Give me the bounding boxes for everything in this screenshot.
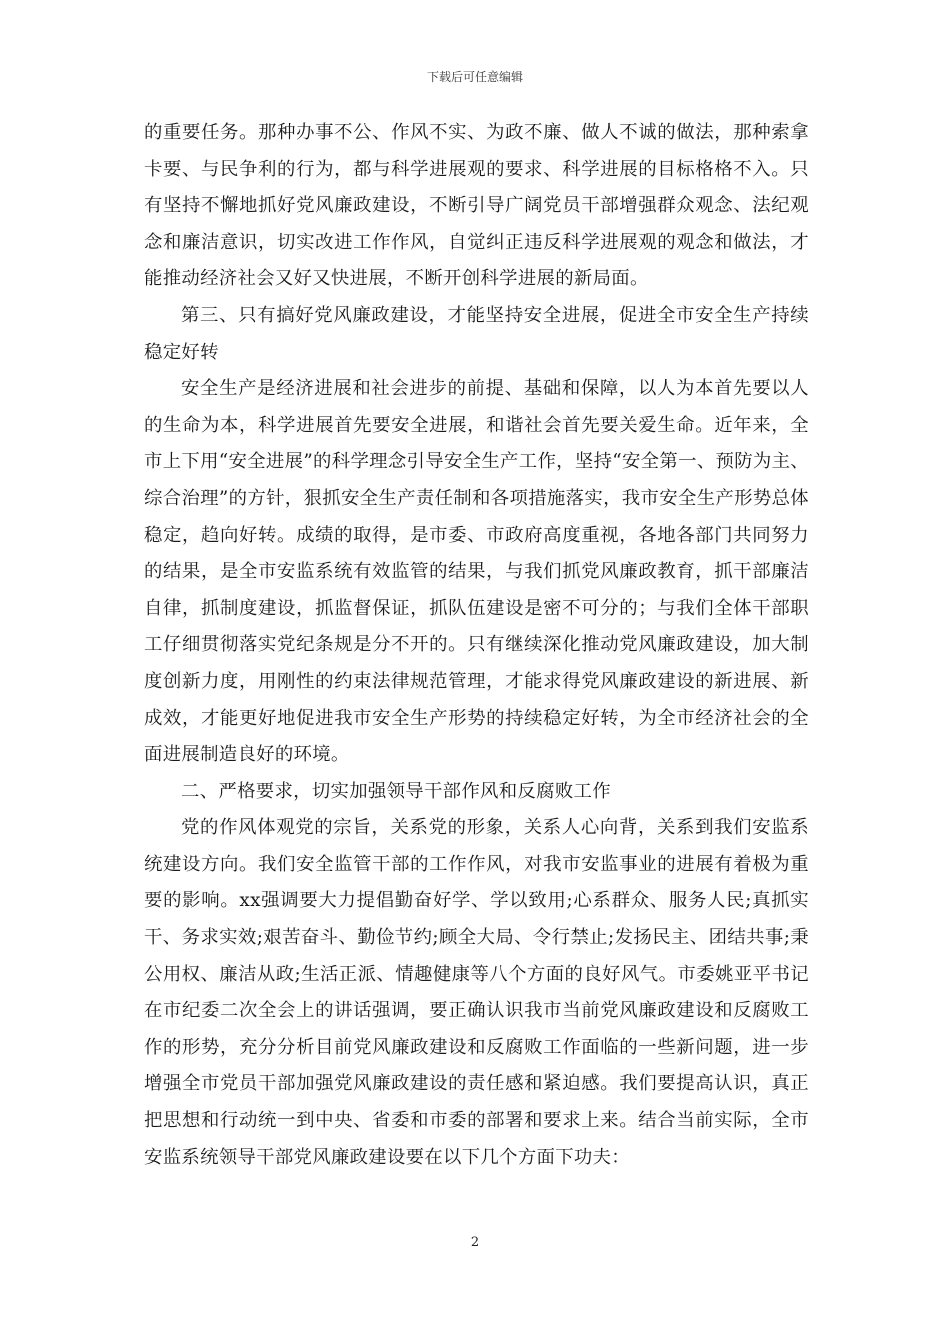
- page-number: 2: [470, 1235, 480, 1250]
- document-body: [144, 115, 809, 1176]
- section-heading-third: 第三、只有搞好党风廉政建设，才能坚持安全进展，促进全市安全生产持续稳定好转: [144, 304, 809, 363]
- section-heading-two: 二、严格要求，切实加强领导干部作风和反腐败工作: [181, 780, 611, 802]
- page-header: 下载后可任意编辑: [426, 70, 523, 84]
- paragraph-2: 安全生产是经济进展和社会进步的前提、基础和保障，以人为本首先要以人的生命为本，科学进展首先要安全进展，和谐社会首先要关爱生命。近年来，全市上下用“安全进展”的科学理念引导安全生产工作，坚持“安全第一、预防为主、综合治理”的方针，狠抓安全生产责任制和各项措施落实，我市安全生产形势总体稳定，趋向好转。成绩的取得，是市委、市政府高度重视，各地各部门共同努力的结果，是全市安监系统有效监管的结果，与我们抓党风廉政教育，抓干部廉洁自律，抓制度建设，抓监督保证，抓队伍建设是密不可分的；与我们全体干部职工仔细贯彻落实党纪条规是分不开的。只有继续深化推动党风廉政建设，加大制度创新力度，用刚性的约束法律规范管理，才能求得党风廉政建设的新进展、新成效，才能更好地促进我市安全生产形势的持续稳定好转，为全市经济社会的全面进展制造良好的环境。: [144, 378, 809, 766]
- paragraph-1: 的重要任务。那种办事不公、作风不实、为政不廉、做人不诚的做法，那种索拿卡要、与民争利的行为，都与科学进展观的要求、科学进展的目标格格不入。只有坚持不懈地抓好党风廉政建设，不断引导广阔党员干部增强群众观念、法纪观念和廉洁意识，切实改进工作作风，自觉纠正违反科学进展观的观念和做法，才能推动经济社会又好又快进展，不断开创科学进展的新局面。: [144, 122, 809, 290]
- paragraph-3: 党的作风体观党的宗旨，关系党的形象，关系人心向背，关系到我们安监系统建设方向。我们安全监管干部的工作作风，对我市安监事业的进展有着极为重要的影响。xx强调要大力提倡勤奋好学、学以致用;心系群众、服务人民;真抓实干、务求实效;艰苦奋斗、勤俭节约;顾全大局、令行禁止;发扬民主、团结共事;秉公用权、廉洁从政;生活正派、情趣健康等八个方面的良好风气。市委姚亚平书记在市纪委二次全会上的讲话强调，要正确认识我市当前党风廉政建设和反腐败工作的形势，充分分析目前党风廉政建设和反腐败工作面临的一些新问题，进一步增强全市党员干部加强党风廉政建设的责任感和紧迫感。我们要提高认识，真正把思想和行动统一到中央、省委和市委的部署和要求上来。结合当前实际，全市安监系统领导干部党风廉政建设要在以下几个方面下功夫：: [144, 817, 809, 1168]
